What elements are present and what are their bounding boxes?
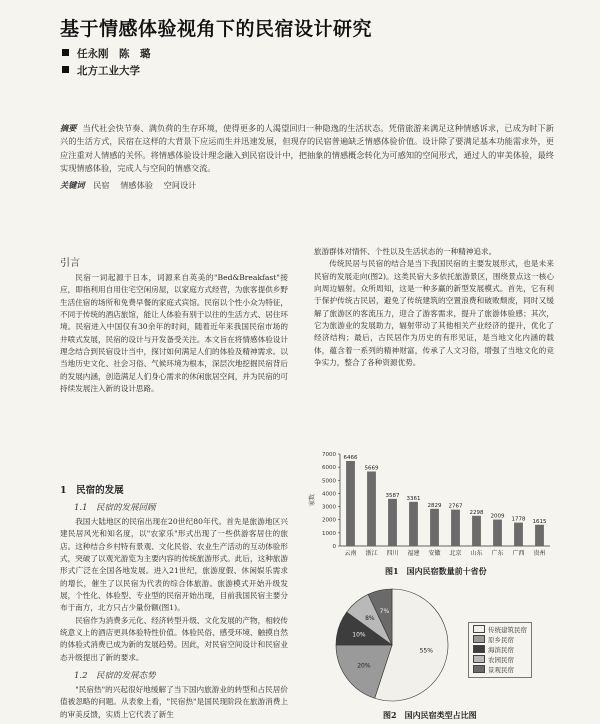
y-axis-label: 家数 <box>309 493 316 507</box>
x-tick-label: 云南 <box>344 550 357 557</box>
paragraph: 我国大陆地区的民宿出现在20世纪80年代。首先是旅游地区兴建民居风光和知名度，以"农家乐"形式出现了一些供游客居住的旅店。这种结合乡村特有景观、文化民俗、农业生产活动的互动体验形式，突破了以观光游览为主要内容的传统旅游形式。此后，这种旅游形式广泛在全国各地发展。进入21世纪，旅游度假、休闲娱乐需求的增长，催生了以民宿为代表的综合体旅游。旅游模式开始升级发展，个性化、体验型、专业型的民宿开始出现，目前我国民宿主要分布于南方，北方只占少量份额(图1)。 <box>60 517 288 613</box>
intro-body <box>60 272 288 395</box>
bar <box>367 471 376 546</box>
x-tick-label: 福建 <box>407 550 420 557</box>
bar-value-label: 1615 <box>532 518 547 525</box>
legend-swatch <box>473 665 485 673</box>
right-column-body <box>314 246 554 369</box>
abstract-text: 当代社会快节奏、满负荷的生存环境，使得更多的人渴望回归一种隐逸的生活状态。凭借旅游来满足这种情感诉求，已成为时下新兴的生活方式，民宿在这样的大背景下应运而生并迅速发展，但现存的民宿普遍缺乏情感体验价值。设计除了要满足基本功能需求外，更应注重对人情感的关怀。将情感体验设计理念融入到民宿设计中，把抽象的情感概念转化为可感知的空间形式，通过人的审美体验，最终实现情感体验，完成人与空间的情感交流。 <box>60 123 554 173</box>
legend-swatch <box>473 635 485 643</box>
legend-item <box>473 655 527 665</box>
paragraph: 传统民居与民宿的结合是当下我国民宿的主要发展形式，也是未来民宿的发展走向(图2)。这类民宿大多依托旅游景区，围绕景点这一核心向周边辐射。众所周知，这是一种多赢的新型发展模式。首先，它有利于保护传统古民居，避免了传统建筑的空置浪费和破败颓废，同时又缓解了旅游区的客流压力，迎合了游客需求，提升了旅游体验感；其次，它为旅游业的发展助力，辐射带动了其他相关产业经济的提升，优化了经济结构；最后，古民居作为历史的有形见证，是当地文化内涵的载体，蕴含着一系列的精神财富，传承了人文习俗，增强了当地文化的竞争实力，整合了各种资源优势。 <box>314 259 554 368</box>
paragraph: 民宿作为消费多元化、经济转型升级、文化发展的产物，相较传统意义上的酒店更具体验特性价值。体验民俗、感受环境、触摸自然的体验式消费已成为新的发展趋势。因此，对民宿空间设计和民宿业态升级提出了新的要求。 <box>60 615 288 662</box>
keywords <box>60 180 204 191</box>
bar-value-label: 2767 <box>448 503 463 510</box>
bar <box>535 525 544 546</box>
paragraph: "民宿热"的兴起很好地缓解了当下国内旅游业的转型和占民居价值被忽略的问题。从表象上看，"民宿热"是国民现阶段在旅游消费上的审美反馈，实质上它代表了新生 <box>60 685 288 719</box>
bar <box>388 499 397 546</box>
bar-value-label: 2829 <box>427 502 442 509</box>
y-tick-label: 7000 <box>322 452 336 458</box>
section-1-heading: 1 民宿的发展 <box>60 485 124 496</box>
bar <box>514 523 523 546</box>
figure-2-pie-chart <box>322 582 462 708</box>
bar-value-label: 2009 <box>490 513 505 520</box>
legend-item <box>473 625 527 635</box>
intro-paragraph: 民宿一词起源于日本，词源来自英美的"Bed&Breakfast"接应，即指利用自用住宅空闲房屋，以家庭方式经营，为旅客提供乡野生活住宿的场所和免费早餐的家庭式宾馆。民宿以个性小众为特征，不同于传统的酒店旅馆，能让人体验有别于以往的生活方式、居住环境。民宿进入中国仅有30余年的时间，随着近年来我国民宿市场的井喷式发展，民宿的设计与开发备受关注。本文旨在将情感体验设计理念结合到民宿设计当中，探讨如何满足人们的体验及精神需求。以当地历史文化、社会习俗、气候环境为根本，深层次地挖掘民宿背后的发展内涵，创造满足人们身心需求的休闲旅居空间，并为民宿的可持续发展注入新的设计思路。 <box>60 273 288 394</box>
keyword: 民宿 <box>93 180 110 190</box>
bar-value-label: 6466 <box>343 455 358 462</box>
pie-value-label: 55% <box>419 647 433 655</box>
bullet-square <box>62 66 69 73</box>
section-1-2-heading: 1.2 民宿的发展态势 <box>74 671 156 681</box>
bar-value-label: 5669 <box>364 465 379 472</box>
x-tick-label: 安徽 <box>428 550 441 557</box>
section-1-2-body <box>60 684 288 721</box>
legend-label: 农园民宿 <box>488 656 514 664</box>
intro-heading: 引言 <box>60 258 80 269</box>
bar-value-label: 3361 <box>406 495 421 502</box>
affiliation: 北方工业大学 <box>77 65 140 77</box>
legend-swatch <box>473 645 485 653</box>
x-tick-label: 广东 <box>491 550 504 557</box>
figure-1-caption: 图1 国内民宿数量前十省份 <box>385 566 487 576</box>
figure-2-legend <box>468 622 532 678</box>
x-tick-label: 北京 <box>449 550 462 557</box>
legend-label: 景观民宿 <box>488 666 514 674</box>
bar <box>409 502 418 546</box>
bar-value-label: 2298 <box>469 509 484 516</box>
bullet-square <box>62 49 69 56</box>
bar-value-label: 3587 <box>385 492 400 499</box>
legend-item <box>473 665 527 675</box>
legend-item <box>473 635 527 645</box>
x-tick-label: 贵州 <box>533 550 546 557</box>
legend-swatch <box>473 655 485 663</box>
y-tick-label: 1000 <box>322 530 336 537</box>
legend-label: 海滨民宿 <box>488 646 514 654</box>
legend-label: 传统建筑民宿 <box>488 626 527 634</box>
paper-title: 基于情感体验视角下的民宿设计研究 <box>60 18 373 40</box>
x-tick-label: 浙江 <box>365 550 378 557</box>
legend-item <box>473 645 527 655</box>
author-names: 任永刚 陈 璐 <box>77 48 151 60</box>
figure-2-caption: 图2 国内民宿类型占比图 <box>383 710 477 720</box>
bar <box>472 516 481 546</box>
bar <box>451 510 460 546</box>
bar-value-label: 1778 <box>511 516 526 523</box>
pie-value-label: 8% <box>365 615 375 623</box>
abstract-label: 摘要 <box>60 123 77 133</box>
bar <box>346 461 355 546</box>
y-tick-label: 4000 <box>322 491 336 498</box>
x-tick-label: 广西 <box>512 550 525 557</box>
y-tick-label: 2000 <box>322 517 336 524</box>
y-tick-label: 0 <box>332 544 336 550</box>
x-tick-label: 山东 <box>470 550 483 557</box>
section-1-1-body <box>60 516 288 664</box>
bar <box>493 520 502 546</box>
abstract <box>60 122 554 175</box>
bar <box>430 509 439 546</box>
y-tick-label: 5000 <box>322 478 336 485</box>
paragraph: 旅游群体对情怀、个性以及生活状态的一种精神追求。 <box>314 247 497 256</box>
y-tick-label: 3000 <box>322 504 336 511</box>
author-block <box>62 46 151 80</box>
section-1-1-heading: 1.1 民宿的发展回顾 <box>74 503 156 513</box>
y-tick-label: 6000 <box>322 465 336 472</box>
legend-label: 原乡民宿 <box>488 636 514 644</box>
legend-swatch <box>473 625 485 633</box>
keyword: 情感体验 <box>120 180 153 190</box>
pie-value-label: 20% <box>357 662 371 670</box>
keywords-label: 关键词 <box>60 180 85 190</box>
pie-value-label: 7% <box>379 608 390 616</box>
x-tick-label: 四川 <box>386 550 399 557</box>
figure-1-bar-chart <box>306 446 556 566</box>
keyword: 空间设计 <box>163 180 197 190</box>
pie-value-label: 10% <box>352 631 366 639</box>
